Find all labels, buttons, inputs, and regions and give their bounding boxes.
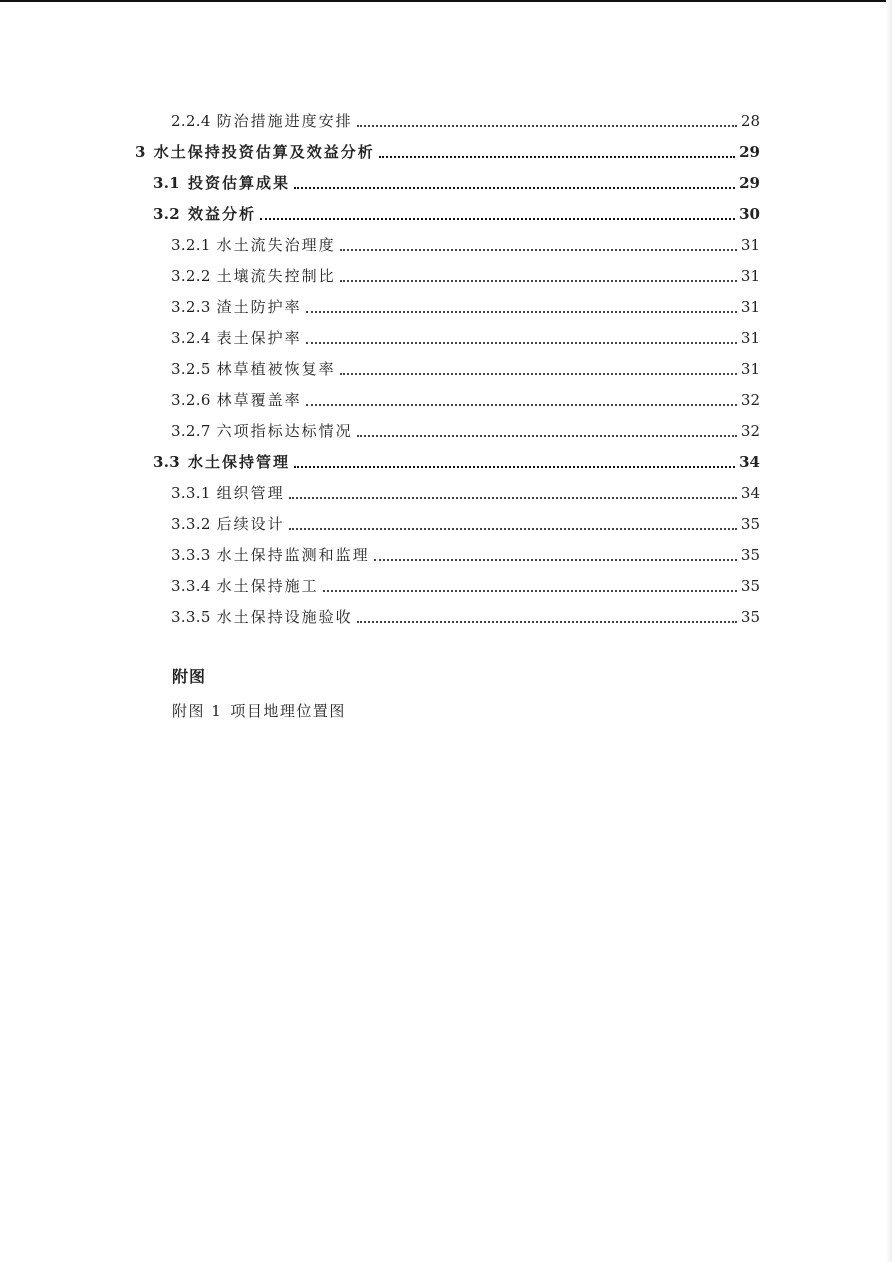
toc-entry-title: 六项指标达标情况 bbox=[216, 422, 353, 440]
page-edge-shadow bbox=[886, 0, 892, 1262]
toc-dot-leader bbox=[357, 421, 737, 437]
toc-entry-title: 林草覆盖率 bbox=[216, 391, 302, 409]
toc-dot-leader bbox=[306, 328, 737, 344]
toc-dot-leader bbox=[357, 111, 737, 127]
toc-entry-page: 35 bbox=[740, 514, 760, 533]
toc-entry-page: 31 bbox=[740, 297, 760, 316]
toc-entry[interactable] bbox=[171, 384, 760, 415]
toc-entry[interactable] bbox=[171, 229, 760, 260]
appendix-item-number: 附图 1 bbox=[172, 702, 223, 720]
toc-entry-title: 水土保持投资估算及效益分析 bbox=[153, 143, 375, 161]
toc-entry-title: 组织管理 bbox=[216, 484, 285, 502]
toc-entry[interactable] bbox=[171, 260, 760, 291]
toc-dot-leader bbox=[306, 297, 737, 313]
page-top-border bbox=[0, 0, 892, 2]
toc-dot-leader bbox=[379, 142, 735, 158]
toc-entry-page: 31 bbox=[740, 328, 760, 347]
toc-entry[interactable] bbox=[171, 539, 760, 570]
toc-entry-title: 水土保持施工 bbox=[216, 577, 319, 595]
toc-entry-title: 投资估算成果 bbox=[188, 174, 291, 192]
appendix-item-title: 项目地理位置图 bbox=[230, 702, 346, 720]
toc-dot-leader bbox=[306, 390, 737, 406]
toc-entry[interactable] bbox=[153, 446, 760, 477]
toc-entry-page: 35 bbox=[740, 576, 760, 595]
toc-dot-leader bbox=[357, 607, 737, 623]
toc-entry-title: 渣土防护率 bbox=[216, 298, 302, 316]
toc-entry-number: 3.2.1 bbox=[171, 235, 211, 254]
toc-entry-title: 土壤流失控制比 bbox=[216, 267, 336, 285]
toc-entry-number: 3.2.6 bbox=[171, 390, 211, 409]
toc-entry-number: 3.3.4 bbox=[171, 576, 211, 595]
toc-dot-leader bbox=[294, 173, 735, 189]
toc-entry[interactable] bbox=[171, 601, 760, 632]
toc-entry-title: 效益分析 bbox=[188, 205, 257, 223]
appendix-item[interactable] bbox=[172, 700, 346, 721]
toc-dot-leader bbox=[294, 452, 735, 468]
toc-entry-page: 28 bbox=[740, 111, 760, 130]
toc-entry-number: 3.3.3 bbox=[171, 545, 211, 564]
toc-entry-page: 32 bbox=[740, 390, 760, 409]
toc-entry-page: 35 bbox=[740, 545, 760, 564]
toc-entry-number: 3.3.1 bbox=[171, 483, 211, 502]
toc-entry-title: 林草植被恢复率 bbox=[216, 360, 336, 378]
toc-entry[interactable] bbox=[171, 322, 760, 353]
toc-entry-title: 表土保护率 bbox=[216, 329, 302, 347]
toc-dot-leader bbox=[340, 359, 737, 375]
toc-entry[interactable] bbox=[171, 477, 760, 508]
toc-entry-page: 29 bbox=[739, 142, 760, 161]
toc-entry[interactable] bbox=[171, 291, 760, 322]
toc-entry-title: 水土保持管理 bbox=[188, 453, 291, 471]
toc-entry-page: 34 bbox=[740, 483, 760, 502]
appendix-heading: 附图 bbox=[172, 667, 207, 686]
toc-entry-title: 后续设计 bbox=[216, 515, 285, 533]
toc-entry[interactable] bbox=[171, 353, 760, 384]
toc-entry[interactable] bbox=[153, 167, 760, 198]
toc-entry-number: 3.2.2 bbox=[171, 266, 211, 285]
toc-entry-number: 3.1 bbox=[153, 173, 180, 192]
toc-entry[interactable] bbox=[153, 198, 760, 229]
toc-entry[interactable] bbox=[171, 570, 760, 601]
toc-entry-title: 水土保持监测和监理 bbox=[216, 546, 370, 564]
toc-entry-number: 3.2 bbox=[153, 204, 180, 223]
toc-entry-number: 3.2.3 bbox=[171, 297, 211, 316]
toc-entry-number: 3.2.5 bbox=[171, 359, 211, 378]
toc-entry-number: 3.3.2 bbox=[171, 514, 211, 533]
toc-dot-leader bbox=[289, 514, 737, 530]
toc-dot-leader bbox=[340, 266, 737, 282]
toc-entry-page: 31 bbox=[740, 266, 760, 285]
toc-entry-page: 34 bbox=[739, 452, 760, 471]
toc-entry-number: 3.2.4 bbox=[171, 328, 211, 347]
toc-entry-number: 3.3.5 bbox=[171, 607, 211, 626]
toc-entry[interactable] bbox=[135, 136, 760, 167]
toc-entry-title: 水土保持设施验收 bbox=[216, 608, 353, 626]
toc-dot-leader bbox=[340, 235, 737, 251]
toc-entry-page: 31 bbox=[740, 359, 760, 378]
toc-entry-number: 3 bbox=[135, 142, 146, 161]
toc-entry-title: 水土流失治理度 bbox=[216, 236, 336, 254]
toc-entry-page: 35 bbox=[740, 607, 760, 626]
toc-entry[interactable] bbox=[171, 105, 760, 136]
toc-entry[interactable] bbox=[171, 415, 760, 446]
toc-entry-page: 30 bbox=[739, 204, 760, 223]
toc-entry-number: 2.2.4 bbox=[171, 111, 211, 130]
toc-entry-page: 32 bbox=[740, 421, 760, 440]
toc-dot-leader bbox=[260, 204, 735, 220]
toc-dot-leader bbox=[323, 576, 737, 592]
toc-entry[interactable] bbox=[171, 508, 760, 539]
toc-dot-leader bbox=[289, 483, 737, 499]
toc-entry-page: 29 bbox=[739, 173, 760, 192]
toc-entry-title: 防治措施进度安排 bbox=[216, 112, 353, 130]
toc-entry-number: 3.2.7 bbox=[171, 421, 211, 440]
toc-entry-page: 31 bbox=[740, 235, 760, 254]
toc-entry-number: 3.3 bbox=[153, 452, 180, 471]
toc-dot-leader bbox=[374, 545, 737, 561]
